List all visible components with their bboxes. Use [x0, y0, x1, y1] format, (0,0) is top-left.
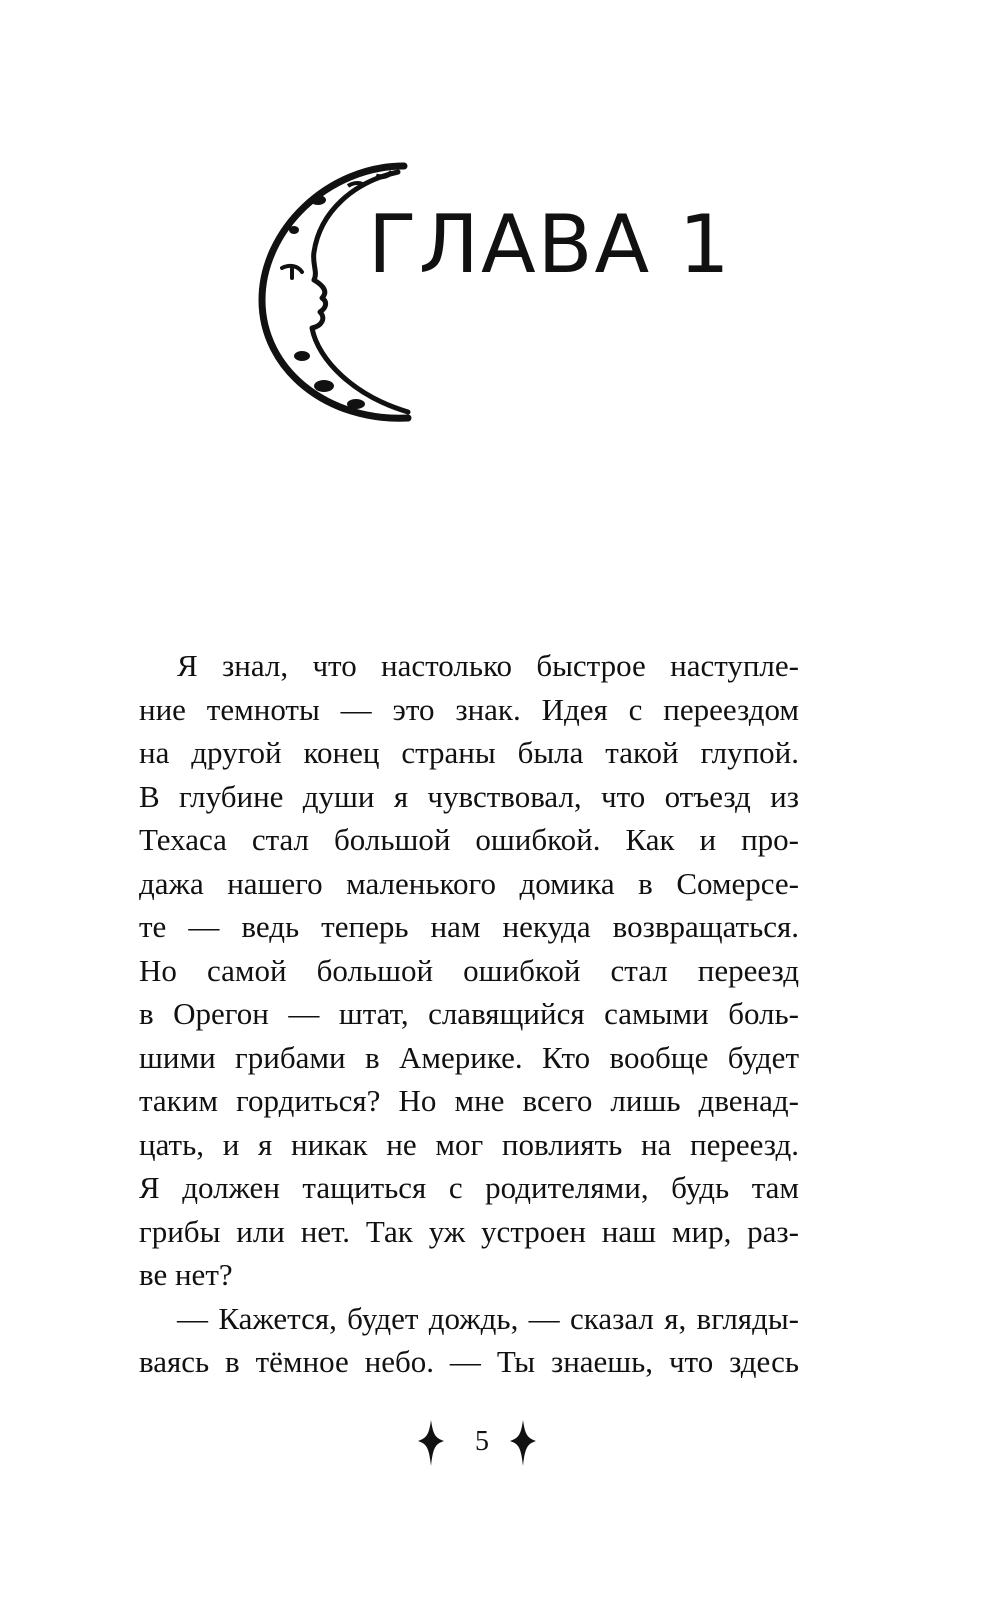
page-footer [0, 1418, 1000, 1478]
text-line: шими грибами в Америке. Кто вообще будет [139, 1039, 799, 1075]
text-line: в Орегон — штат, славящийся самыми боль- [139, 996, 799, 1031]
text-line: грибы или нет. Так уж устроен наш мир, раз- [139, 1213, 799, 1249]
text-line: Я знал, что настолько быстрое наступле- [177, 648, 799, 683]
chapter-title: ГЛАВА 1 [368, 198, 732, 291]
text-line: те — ведь теперь нам некуда возвращаться. [139, 909, 799, 944]
text-line: — Кажется, будет дождь, — сказал я, вгляды- [177, 1300, 799, 1336]
paragraph [139, 1297, 799, 1384]
text-line: таким гордиться? Но мне всего лишь двенад- [139, 1083, 799, 1118]
text-line: Я должен тащиться с родителями, будь там [139, 1170, 799, 1205]
page-number: 5 [475, 1426, 489, 1457]
text-line: Техаса стал большой ошибкой. Как и про- [139, 822, 799, 857]
text-line: ние темноты — это знак. Идея с переездом [139, 691, 799, 727]
text-line: ваясь в тёмное небо. — Ты знаешь, что здесь [139, 1344, 799, 1379]
text-line: цать, и я никак не мог повлиять на переезд. [139, 1126, 799, 1162]
body-text [139, 644, 799, 1384]
four-point-star-icon [508, 1418, 538, 1468]
text-line: Но самой большой ошибкой стал переезд [139, 952, 799, 988]
text-line: ве нет? [139, 1257, 233, 1292]
paragraph [139, 644, 799, 1297]
text-line: В глубине души я чувствовал, что отъезд из [139, 778, 799, 814]
text-line: на другой конец страны была такой глупой. [139, 735, 799, 770]
four-point-star-icon [416, 1418, 446, 1468]
text-line: дажа нашего маленького домика в Сомерсе- [139, 865, 799, 901]
